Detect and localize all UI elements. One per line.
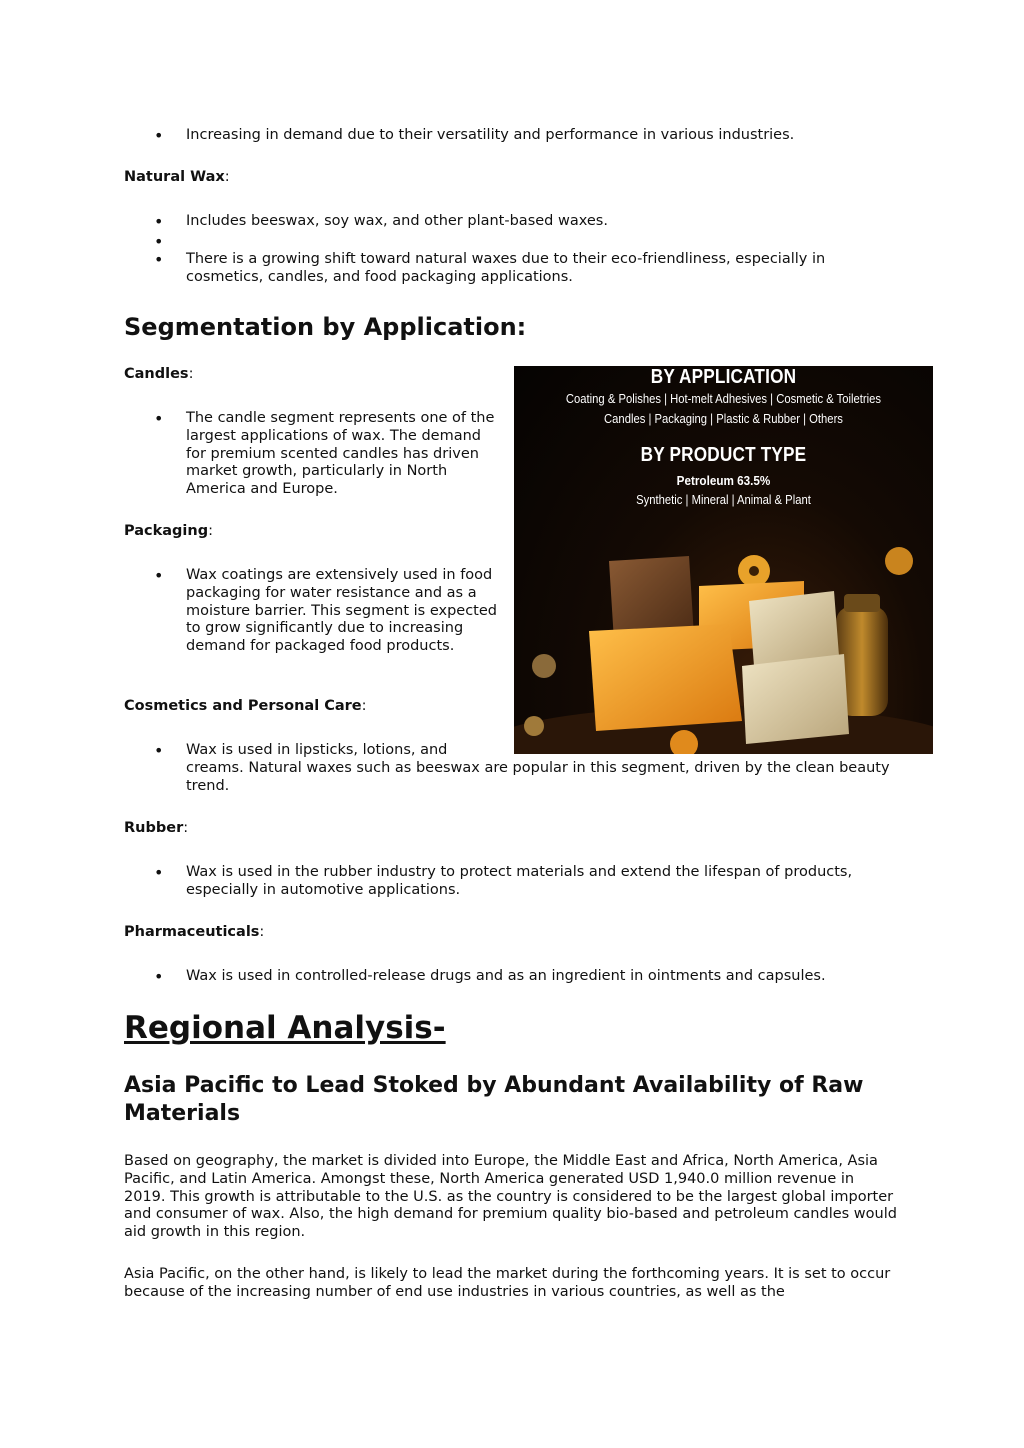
wax-blocks-illustration [514, 366, 933, 754]
list-item: • There is a growing shift toward natural waxes due to their eco-friendliness, especially in cosmetics, candles, and food packaging applications. [124, 251, 836, 287]
candles-bullets [124, 410, 502, 499]
cosmetics-rest: creams. Natural waxes such as beeswax are popular in this segment, driven by the clean beauty trend. [186, 759, 890, 794]
infographic-types-line: Synthetic | Mineral | Animal & Plant [636, 493, 811, 507]
cosmetics-label: Cosmetics and Personal Care: [124, 698, 367, 714]
intro-bullet-list [124, 127, 904, 145]
infographic-heading-product-type: BY PRODUCT TYPE [640, 444, 807, 466]
paragraph-1: Based on geography, the market is divided into Europe, the Middle East and Africa, North America, Asia Pacific, and Latin America. Amongst these, North America generated USD 1,940.0 million revenue in 2019. This growth is attributable to the U.S. as the country is considered to be the largest global importer and consumer of wax. Also, the high demand for premium quality bio-based and petroleum candles would aid growth in this region. [124, 1153, 897, 1241]
pharma-label: Pharmaceuticals: [124, 924, 265, 940]
infographic-apps-line1: Coating & Polishes | Hot-melt Adhesives | Cosmetic & Toiletries [565, 392, 882, 406]
infographic-heading-application: BY APPLICATION [650, 366, 797, 388]
list-item: • Wax is used in controlled-release drugs and as an ingredient in ointments and capsules. [124, 968, 904, 986]
wax-infographic-image [514, 366, 933, 754]
list-item: • Increasing in demand due to their versatility and performance in various industries. [124, 127, 904, 145]
list-item: • Wax coatings are extensively used in food packaging for water resistance and as a moisture barrier. This segment is expected to grow significantly due to increasing demand for packaged food products. [124, 567, 502, 656]
list-item [124, 233, 864, 251]
candles-label: Candles: [124, 366, 194, 382]
packaging-label: Packaging: [124, 523, 213, 539]
infographic-apps-line2: Candles | Packaging | Plastic & Rubber | Others [604, 412, 843, 426]
natural-wax-bullets [124, 213, 864, 286]
cosmetics-line1: Wax is used in lipsticks, lotions, and [186, 742, 448, 758]
list-item: • Wax is used in the rubber industry to protect materials and extend the lifespan of products, especially in automotive applications. [124, 864, 884, 900]
rubber-bullets [124, 864, 884, 900]
infographic-highlight: Petroleum 63.5% [676, 473, 771, 488]
packaging-bullets [124, 567, 502, 656]
paragraph-2: Asia Pacific, on the other hand, is likely to lead the market during the forthcoming years. It is set to occur because of the increasing number of end use industries in various countries, as well as the [124, 1266, 891, 1300]
list-item: • The candle segment represents one of the largest applications of wax. The demand for premium scented candles has driven market growth, particularly in North America and Europe. [124, 410, 502, 499]
natural-wax-label: Natural Wax: [124, 169, 230, 185]
segmentation-heading: Segmentation by Application: [124, 313, 527, 341]
list-item: • Includes beeswax, soy wax, and other plant-based waxes. [124, 213, 864, 231]
asia-heading: Asia Pacific to Lead Stoked by Abundant Availability of Raw Materials [124, 1073, 864, 1126]
regional-heading: Regional Analysis- [124, 1010, 446, 1046]
rubber-label: Rubber: [124, 820, 189, 836]
pharma-bullets [124, 968, 904, 986]
